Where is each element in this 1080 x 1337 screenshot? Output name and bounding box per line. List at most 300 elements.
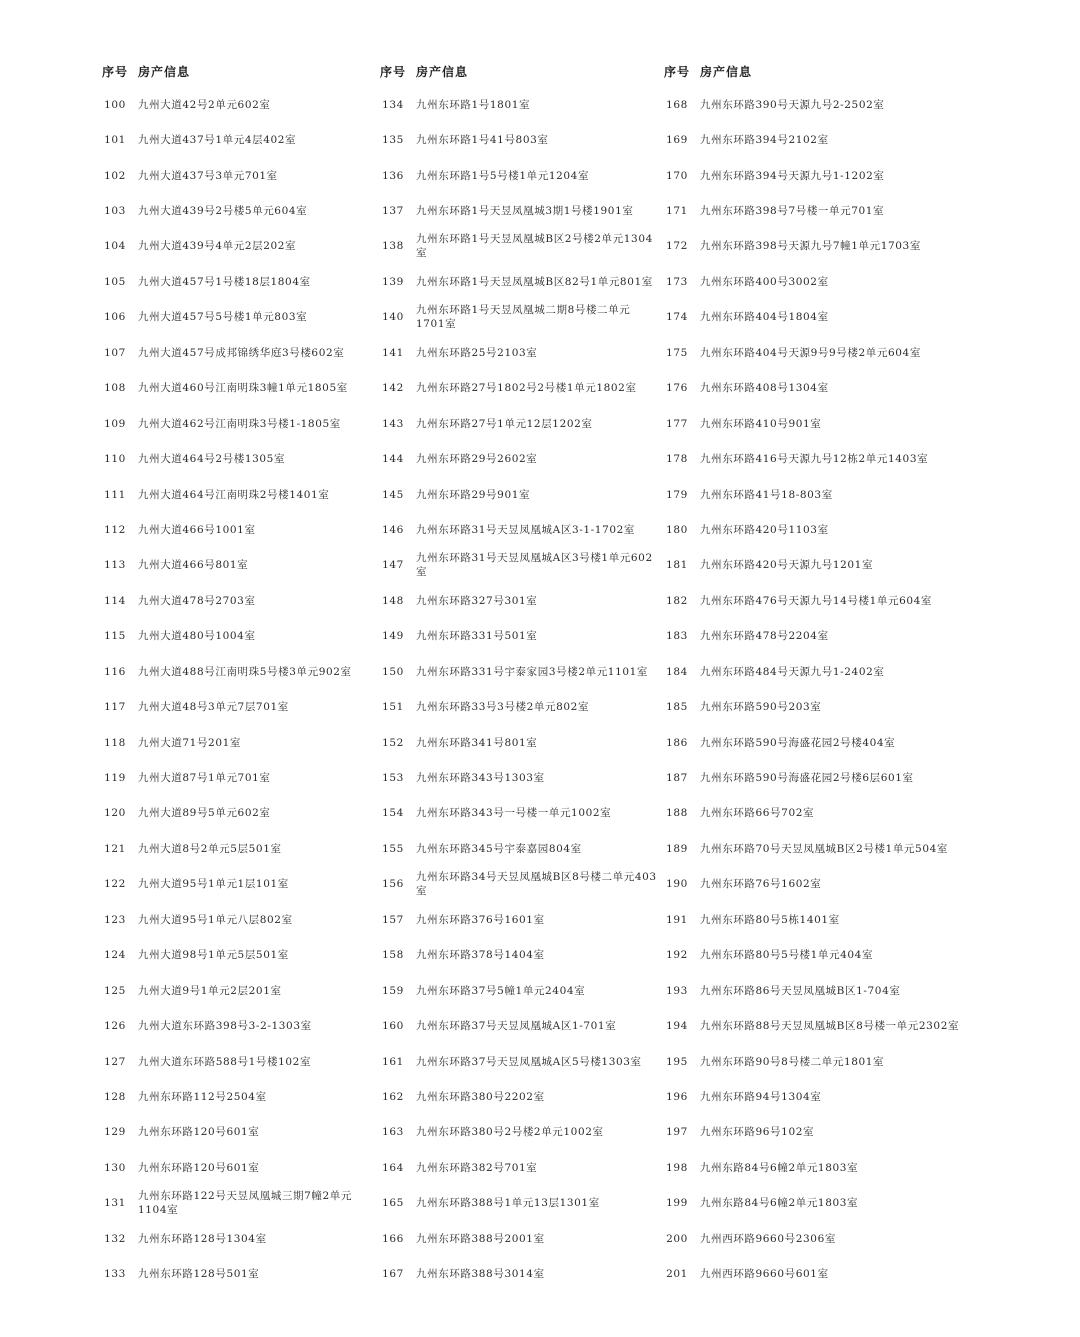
row-info: 九州东环路94号1304室 (700, 1090, 822, 1103)
row-info: 九州东环路1号天昱凤凰城B区2号楼2单元1304室 (416, 233, 653, 260)
row-seq: 155 (382, 842, 404, 855)
row-info: 九州东环路590号海盛花园2号楼6层601室 (700, 772, 914, 785)
row-info: 九州东环路390号天源九号2-2502室 (700, 98, 885, 111)
row-info: 九州大道439号2号楼5单元604室 (138, 205, 308, 218)
row-info: 九州东环路341号801室 (416, 736, 538, 749)
table-rows (660, 87, 970, 1292)
row-seq: 100 (104, 98, 126, 111)
row-seq: 126 (104, 1020, 126, 1033)
row-info: 九州东环路1号天昱凤凰城B区82号1单元801室 (416, 275, 653, 288)
row-seq: 120 (104, 807, 126, 820)
row-info: 九州东路84号6幢2单元1803室 (700, 1197, 859, 1210)
row-seq: 194 (666, 1020, 688, 1033)
table-row (98, 867, 368, 902)
row-seq: 109 (104, 417, 126, 430)
row-info: 九州东环路388号2001室 (416, 1232, 545, 1245)
table-row (660, 1221, 970, 1256)
row-info: 九州大道464号江南明珠2号楼1401室 (138, 488, 330, 501)
row-info: 九州东环路31号天昱凤凰城A区3-1-1702室 (416, 523, 636, 536)
table-row (376, 300, 658, 335)
table-row (98, 548, 368, 583)
row-info: 九州东环路590号海盛花园2号楼404室 (700, 736, 896, 749)
table-row (376, 1150, 658, 1185)
table-row (376, 867, 658, 902)
table-row (376, 406, 658, 441)
row-seq: 138 (382, 240, 404, 253)
row-info: 九州东环路376号1601室 (416, 913, 545, 926)
table-row (376, 619, 658, 654)
row-seq: 102 (104, 169, 126, 182)
table-row (660, 867, 970, 902)
row-info: 九州大道437号1单元4层402室 (138, 134, 297, 147)
table-row (376, 441, 658, 476)
row-seq: 140 (382, 311, 404, 324)
row-info: 九州大道87号1单元701室 (138, 772, 271, 785)
row-seq: 198 (666, 1161, 688, 1174)
row-info: 九州大道439号4单元2层202室 (138, 240, 297, 253)
row-info: 九州东环路327号301室 (416, 594, 538, 607)
row-seq: 168 (666, 98, 688, 111)
row-info: 九州东环路41号18-803室 (700, 488, 833, 501)
row-info: 九州东环路37号天昱凤凰城A区1-701室 (416, 1020, 617, 1033)
table-row (660, 335, 970, 370)
row-info: 九州东环路33号3号楼2单元802室 (416, 701, 590, 714)
table-row (376, 512, 658, 547)
table-row (376, 583, 658, 618)
row-seq: 153 (382, 772, 404, 785)
row-seq: 152 (382, 736, 404, 749)
table-row (98, 158, 368, 193)
row-seq: 104 (104, 240, 126, 253)
row-info: 九州大道460号江南明珠3幢1单元1805室 (138, 382, 348, 395)
row-info: 九州东环路88号天昱凤凰城B区8号楼一单元2302室 (700, 1020, 960, 1033)
row-seq: 132 (104, 1232, 126, 1245)
table-row (98, 760, 368, 795)
table-row (98, 441, 368, 476)
row-seq: 134 (382, 98, 404, 111)
table-row (660, 548, 970, 583)
row-info: 九州大道457号1号楼18层1804室 (138, 275, 311, 288)
table-row (376, 725, 658, 760)
row-seq: 124 (104, 949, 126, 962)
row-seq: 192 (666, 949, 688, 962)
row-seq: 141 (382, 346, 404, 359)
row-seq: 197 (666, 1126, 688, 1139)
table-row (376, 902, 658, 937)
table-row (660, 264, 970, 299)
row-info: 九州东环路90号8号楼二单元1801室 (700, 1055, 885, 1068)
row-seq: 116 (104, 665, 126, 678)
row-info: 九州东环路25号2103室 (416, 346, 538, 359)
row-seq: 174 (666, 311, 688, 324)
row-info: 九州大道98号1单元5层501室 (138, 949, 289, 962)
table-row (376, 1079, 658, 1114)
row-info: 九州大道71号201室 (138, 736, 242, 749)
table-row (660, 441, 970, 476)
row-info: 九州大道466号801室 (138, 559, 249, 572)
header-seq: 序号 (101, 64, 128, 79)
row-seq: 201 (666, 1268, 688, 1281)
row-info: 九州东环路380号2202室 (416, 1090, 545, 1103)
row-info: 九州东环路388号3014室 (416, 1268, 545, 1281)
row-info: 九州东环路476号天源九号14号楼1单元604室 (700, 594, 933, 607)
row-info: 九州东环路394号天源九号1-1202室 (700, 169, 885, 182)
row-info: 九州东环路404号天源9号9号楼2单元604室 (700, 346, 921, 359)
table-row (98, 87, 368, 122)
table-row (98, 264, 368, 299)
row-seq: 101 (104, 134, 126, 147)
table-row (660, 1008, 970, 1043)
row-info: 九州东环路120号601室 (138, 1126, 260, 1139)
row-seq: 187 (666, 772, 688, 785)
row-seq: 139 (382, 275, 404, 288)
row-seq: 189 (666, 842, 688, 855)
row-seq: 135 (382, 134, 404, 147)
table-column-1 (98, 56, 368, 1292)
row-seq: 186 (666, 736, 688, 749)
table-row (376, 973, 658, 1008)
row-info: 九州大道478号2703室 (138, 594, 256, 607)
row-seq: 167 (382, 1268, 404, 1281)
row-info: 九州东环路122号天昱凤凰城三期7幢2单元1104室 (138, 1190, 353, 1217)
row-seq: 146 (382, 523, 404, 536)
row-seq: 144 (382, 453, 404, 466)
row-seq: 156 (382, 878, 404, 891)
row-info: 九州东环路1号41号803室 (416, 134, 549, 147)
row-info: 九州东环路1号天昱凤凰城3期1号楼1901室 (416, 205, 634, 218)
table-row (98, 725, 368, 760)
table-row (660, 1079, 970, 1114)
table-column-2 (376, 56, 658, 1292)
table-row (98, 583, 368, 618)
table-row (98, 973, 368, 1008)
row-info: 九州东环路128号501室 (138, 1268, 260, 1281)
header-info: 房产信息 (416, 64, 469, 79)
row-seq: 117 (104, 701, 126, 714)
row-info: 九州东环路345号宇泰嘉园804室 (416, 842, 582, 855)
row-seq: 108 (104, 382, 126, 395)
table-row (376, 122, 658, 157)
row-seq: 145 (382, 488, 404, 501)
row-info: 九州东环路29号901室 (416, 488, 531, 501)
row-info: 九州东环路398号7号楼一单元701室 (700, 205, 885, 218)
row-info: 九州大道9号1单元2层201室 (138, 984, 282, 997)
row-seq: 158 (382, 949, 404, 962)
row-seq: 181 (666, 559, 688, 572)
table-row (660, 158, 970, 193)
row-info: 九州大道95号1单元八层802室 (138, 913, 293, 926)
row-seq: 183 (666, 630, 688, 643)
row-info: 九州大道42号2单元602室 (138, 98, 271, 111)
row-seq: 112 (104, 523, 126, 536)
row-info: 九州东环路80号5号楼1单元404室 (700, 949, 874, 962)
row-seq: 163 (382, 1126, 404, 1139)
table-row (660, 122, 970, 157)
row-seq: 164 (382, 1161, 404, 1174)
row-seq: 107 (104, 346, 126, 359)
table-row (376, 1044, 658, 1079)
table-row (660, 477, 970, 512)
table-row (98, 654, 368, 689)
row-seq: 159 (382, 984, 404, 997)
table-row (376, 371, 658, 406)
table-row (660, 229, 970, 264)
row-info: 九州东路84号6幢2单元1803室 (700, 1161, 859, 1174)
table-header (660, 56, 970, 86)
table-row (376, 654, 658, 689)
table-row (660, 1115, 970, 1150)
table-rows (98, 87, 368, 1292)
row-seq: 131 (104, 1197, 126, 1210)
row-seq: 125 (104, 984, 126, 997)
row-info: 九州东环路70号天昱凤凰城B区2号楼1单元504室 (700, 842, 948, 855)
row-seq: 142 (382, 382, 404, 395)
table-row (660, 619, 970, 654)
row-seq: 172 (666, 240, 688, 253)
row-info: 九州大道464号2号楼1305室 (138, 453, 286, 466)
row-seq: 150 (382, 665, 404, 678)
table-column-3 (660, 56, 970, 1292)
table-row (660, 300, 970, 335)
row-info: 九州东环路420号1103室 (700, 523, 829, 536)
row-seq: 157 (382, 913, 404, 926)
table-row (98, 1079, 368, 1114)
table-row (376, 1221, 658, 1256)
row-seq: 193 (666, 984, 688, 997)
row-info: 九州东环路96号102室 (700, 1126, 815, 1139)
row-info: 九州东环路331号501室 (416, 630, 538, 643)
row-info: 九州东环路37号5幢1单元2404室 (416, 984, 586, 997)
row-seq: 137 (382, 205, 404, 218)
row-seq: 185 (666, 701, 688, 714)
table-row (660, 406, 970, 441)
row-seq: 122 (104, 878, 126, 891)
row-seq: 178 (666, 453, 688, 466)
row-seq: 136 (382, 169, 404, 182)
row-info: 九州东环路31号天昱凤凰城A区3号楼1单元602室 (416, 552, 653, 579)
row-info: 九州东环路400号3002室 (700, 275, 829, 288)
row-seq: 177 (666, 417, 688, 430)
row-seq: 128 (104, 1090, 126, 1103)
table-row (660, 938, 970, 973)
row-seq: 103 (104, 205, 126, 218)
row-info: 九州东环路404号1804室 (700, 311, 829, 324)
row-seq: 191 (666, 913, 688, 926)
table-row (660, 193, 970, 228)
row-info: 九州东环路378号1404室 (416, 949, 545, 962)
header-info: 房产信息 (138, 64, 191, 79)
row-info: 九州西环路9660号601室 (700, 1268, 829, 1281)
row-seq: 154 (382, 807, 404, 820)
row-info: 九州西环路9660号2306室 (700, 1232, 836, 1245)
table-row (98, 1008, 368, 1043)
row-info: 九州东环路590号203室 (700, 701, 822, 714)
table-row (660, 973, 970, 1008)
table-row (98, 229, 368, 264)
table-row (660, 689, 970, 724)
table-row (660, 831, 970, 866)
row-info: 九州东环路27号1802号2号楼1单元1802室 (416, 382, 637, 395)
row-seq: 162 (382, 1090, 404, 1103)
row-seq: 115 (104, 630, 126, 643)
table-row (98, 938, 368, 973)
row-seq: 175 (666, 346, 688, 359)
header-seq: 序号 (663, 64, 690, 79)
table-row (376, 193, 658, 228)
table-row (98, 619, 368, 654)
row-seq: 118 (104, 736, 126, 749)
table-row (660, 371, 970, 406)
row-info: 九州东环路388号1单元13层1301室 (416, 1197, 600, 1210)
table-header (98, 56, 368, 86)
row-info: 九州东环路112号2504室 (138, 1090, 267, 1103)
table-row (98, 1115, 368, 1150)
row-info: 九州东环路382号701室 (416, 1161, 538, 1174)
table-row (376, 87, 658, 122)
table-row (98, 1221, 368, 1256)
row-info: 九州东环路343号1303室 (416, 772, 545, 785)
table-row (376, 229, 658, 264)
row-info: 九州东环路120号601室 (138, 1161, 260, 1174)
table-row (98, 512, 368, 547)
table-row (660, 1044, 970, 1079)
row-seq: 121 (104, 842, 126, 855)
row-seq: 123 (104, 913, 126, 926)
row-seq: 127 (104, 1055, 126, 1068)
table-row (660, 796, 970, 831)
header-info: 房产信息 (700, 64, 753, 79)
row-info: 九州东环路380号2号楼2单元1002室 (416, 1126, 604, 1139)
table-row (376, 831, 658, 866)
table-row (98, 689, 368, 724)
row-seq: 147 (382, 559, 404, 572)
row-info: 九州东环路86号天昱凤凰城B区1-704室 (700, 984, 901, 997)
row-info: 九州大道466号1001室 (138, 523, 256, 536)
table-row (98, 831, 368, 866)
row-seq: 165 (382, 1197, 404, 1210)
row-seq: 119 (104, 772, 126, 785)
table-row (660, 1256, 970, 1291)
row-seq: 169 (666, 134, 688, 147)
row-info: 九州东环路343号一号楼一单元1002室 (416, 807, 612, 820)
row-info: 九州大道东环路398号3-2-1303室 (138, 1020, 312, 1033)
table-row (98, 1150, 368, 1185)
table-row (376, 938, 658, 973)
table-row (376, 1008, 658, 1043)
table-row (660, 583, 970, 618)
table-row (376, 477, 658, 512)
row-info: 九州东环路398号天源九号7幢1单元1703室 (700, 240, 921, 253)
row-seq: 113 (104, 559, 126, 572)
row-seq: 196 (666, 1090, 688, 1103)
row-info: 九州东环路1号5号楼1单元1204室 (416, 169, 590, 182)
row-seq: 171 (666, 205, 688, 218)
table-row (98, 1256, 368, 1291)
row-info: 九州东环路128号1304室 (138, 1232, 267, 1245)
table-row (376, 796, 658, 831)
row-info: 九州东环路80号5栋1401室 (700, 913, 840, 926)
row-info: 九州东环路29号2602室 (416, 453, 538, 466)
row-info: 九州东环路420号天源九号1201室 (700, 559, 874, 572)
row-seq: 149 (382, 630, 404, 643)
table-row (376, 1115, 658, 1150)
row-seq: 161 (382, 1055, 404, 1068)
header-seq: 序号 (379, 64, 406, 79)
row-seq: 199 (666, 1197, 688, 1210)
row-info: 九州东环路66号702室 (700, 807, 815, 820)
row-info: 九州东环路416号天源九号12栋2单元1403室 (700, 453, 929, 466)
row-seq: 182 (666, 594, 688, 607)
row-info: 九州大道457号5号楼1单元803室 (138, 311, 308, 324)
row-seq: 133 (104, 1268, 126, 1281)
row-info: 九州大道457号成邦锦绣华庭3号楼602室 (138, 346, 345, 359)
row-seq: 170 (666, 169, 688, 182)
row-seq: 114 (104, 594, 126, 607)
row-info: 九州东环路478号2204室 (700, 630, 829, 643)
row-info: 九州东环路27号1单元12层1202室 (416, 417, 593, 430)
table-row (98, 406, 368, 441)
table-row (660, 760, 970, 795)
table-row (660, 725, 970, 760)
table-rows (376, 87, 658, 1292)
row-info: 九州大道480号1004室 (138, 630, 256, 643)
table-row (98, 122, 368, 157)
row-info: 九州东环路34号天昱凤凰城B区8号楼二单元403室 (416, 871, 657, 898)
row-info: 九州大道488号江南明珠5号楼3单元902室 (138, 665, 352, 678)
row-seq: 148 (382, 594, 404, 607)
row-seq: 180 (666, 523, 688, 536)
table-row (376, 689, 658, 724)
row-seq: 129 (104, 1126, 126, 1139)
row-info: 九州东环路1号1801室 (416, 98, 531, 111)
table-row (660, 1150, 970, 1185)
row-info: 九州大道437号3单元701室 (138, 169, 278, 182)
table-row (376, 335, 658, 370)
row-info: 九州东环路37号天昱凤凰城A区5号楼1303室 (416, 1055, 642, 1068)
table-row (98, 902, 368, 937)
row-info: 九州东环路408号1304室 (700, 382, 829, 395)
row-seq: 110 (104, 453, 126, 466)
row-info: 九州东环路410号901室 (700, 417, 822, 430)
table-row (376, 548, 658, 583)
row-info: 九州大道8号2单元5层501室 (138, 842, 282, 855)
row-seq: 130 (104, 1161, 126, 1174)
row-seq: 106 (104, 311, 126, 324)
row-info: 九州东环路1号天昱凤凰城二期8号楼二单元1701室 (416, 304, 631, 331)
table-row (98, 477, 368, 512)
table-row (660, 1186, 970, 1221)
row-info: 九州大道东环路588号1号楼102室 (138, 1055, 312, 1068)
table-row (376, 1256, 658, 1291)
row-seq: 184 (666, 665, 688, 678)
row-seq: 173 (666, 275, 688, 288)
table-row (98, 335, 368, 370)
table-row (376, 760, 658, 795)
row-seq: 179 (666, 488, 688, 501)
row-info: 九州东环路484号天源九号1-2402室 (700, 665, 885, 678)
table-row (98, 371, 368, 406)
row-seq: 105 (104, 275, 126, 288)
row-seq: 176 (666, 382, 688, 395)
row-seq: 111 (104, 488, 126, 501)
row-info: 九州大道48号3单元7层701室 (138, 701, 289, 714)
table-row (376, 158, 658, 193)
row-seq: 143 (382, 417, 404, 430)
table-header (376, 56, 658, 86)
table-row (98, 1044, 368, 1079)
row-seq: 190 (666, 878, 688, 891)
table-row (376, 264, 658, 299)
